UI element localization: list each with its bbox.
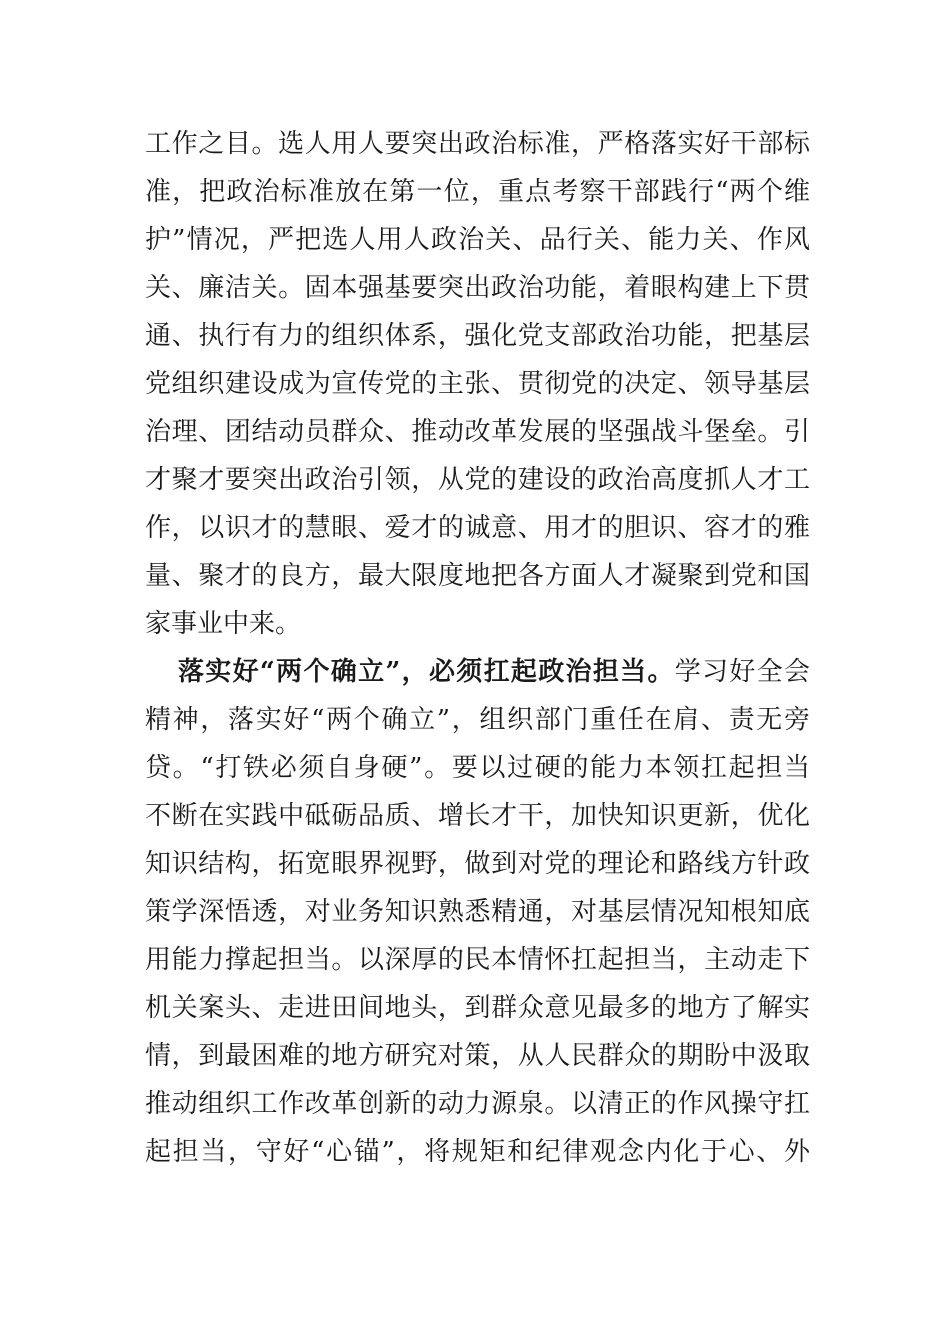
paragraph-line: 策学深悟透，对业务知识熟悉精通，对基层情况知根知底: [145, 897, 810, 927]
paragraph-line: 通、执行有力的组织体系，强化党支部政治功能，把基层: [145, 321, 810, 351]
paragraph-line: 推动组织工作改革创新的动力源泉。以清正的作风操守扛: [145, 1089, 810, 1119]
paragraph-line: 工作之目。选人用人要突出政治标准，严格落实好干部标: [145, 129, 810, 159]
body-text: [145, 120, 810, 1176]
paragraph-line: 机关案头、走进田间地头，到群众意见最多的地方了解实: [145, 993, 810, 1023]
paragraph-line: 关、廉洁关。固本强基要突出政治功能，着眼构建上下贯: [145, 273, 810, 303]
paragraph-line: 才聚才要突出政治引领，从党的建设的政治高度抓人才工: [145, 465, 810, 495]
paragraph-line: 情，到最困难的地方研究对策，从人民群众的期盼中汲取: [145, 1041, 810, 1071]
paragraph-2: [145, 648, 810, 1176]
paragraph-line: 用能力撑起担当。以深厚的民本情怀扛起担当，主动走下: [145, 945, 810, 975]
paragraph-line: 准，把政治标准放在第一位，重点考察干部践行“两个维: [145, 177, 810, 207]
paragraph-line: 党组织建设成为宣传党的主张、贯彻党的决定、领导基层: [145, 369, 810, 399]
paragraph-1: [145, 120, 810, 648]
paragraph-line: 知识结构，拓宽眼界视野，做到对党的理论和路线方针政: [145, 849, 810, 879]
paragraph-text: 学习好全会: [674, 657, 810, 687]
paragraph-line: 精神，落实好“两个确立”，组织部门重任在肩、责无旁: [145, 705, 810, 735]
paragraph-line: 作，以识才的慧眼、爱才的诚意、用才的胆识、容才的雅: [145, 513, 810, 543]
paragraph-first-line: [145, 648, 810, 696]
paragraph-line: 家事业中来。: [145, 609, 302, 639]
paragraph-line: 量、聚才的良方，最大限度地把各方面人才凝聚到党和国: [145, 561, 810, 591]
paragraph-line: 护”情况，严把选人用人政治关、品行关、能力关、作风: [145, 225, 810, 255]
paragraph-line: 起担当，守好“心锚”，将规矩和纪律观念内化于心、外: [145, 1137, 810, 1167]
section-heading: 落实好“两个确立”，必须扛起政治担当。: [178, 657, 675, 687]
paragraph-line: 治理、团结动员群众、推动改革发展的坚强战斗堡垒。引: [145, 417, 810, 447]
paragraph-line: 贷。“打铁必须自身硬”。要以过硬的能力本领扛起担当: [145, 753, 810, 783]
paragraph-line: 不断在实践中砥砺品质、增长才干，加快知识更新，优化: [145, 801, 810, 831]
